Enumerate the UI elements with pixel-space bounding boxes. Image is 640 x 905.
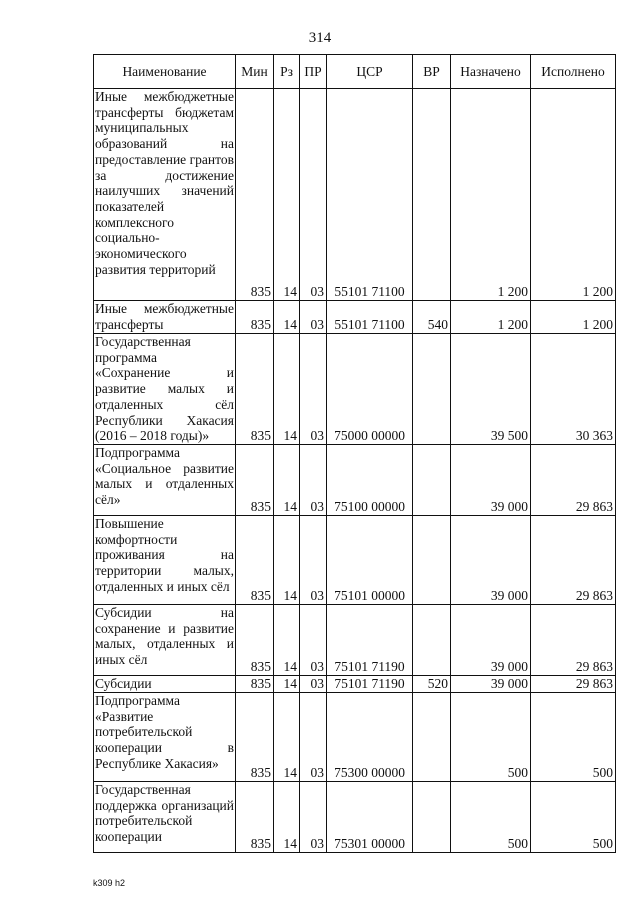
header-executed: Исполнено xyxy=(531,55,616,89)
row-pr: 03 xyxy=(300,444,327,515)
row-min: 835 xyxy=(236,781,274,852)
row-pr: 03 xyxy=(300,301,327,334)
row-assigned: 39 000 xyxy=(451,604,531,675)
row-vr: 540 xyxy=(413,301,451,334)
row-rz: 14 xyxy=(274,444,300,515)
page-number: 314 xyxy=(308,30,332,46)
row-pr: 03 xyxy=(300,515,327,604)
row-rz: 14 xyxy=(274,781,300,852)
row-min: 835 xyxy=(236,301,274,334)
row-min: 835 xyxy=(236,89,274,301)
header-pr: ПР xyxy=(300,55,327,89)
row-vr: 520 xyxy=(413,675,451,692)
row-rz: 14 xyxy=(274,89,300,301)
row-csr: 75000 00000 xyxy=(327,334,413,445)
row-min: 835 xyxy=(236,515,274,604)
header-vr: ВР xyxy=(413,55,451,89)
row-min: 835 xyxy=(236,444,274,515)
row-executed: 29 863 xyxy=(531,444,616,515)
row-csr: 55101 71100 xyxy=(327,89,413,301)
row-assigned: 1 200 xyxy=(451,301,531,334)
row-name: Повышение комфортности проживания на территории малых, отдаленных и иных сёл xyxy=(94,515,236,604)
table-row xyxy=(94,334,616,445)
row-assigned: 39 000 xyxy=(451,515,531,604)
table-row xyxy=(94,604,616,675)
row-executed: 29 863 xyxy=(531,604,616,675)
row-executed: 30 363 xyxy=(531,334,616,445)
row-executed: 500 xyxy=(531,692,616,781)
row-csr: 75301 00000 xyxy=(327,781,413,852)
table-row xyxy=(94,692,616,781)
row-min: 835 xyxy=(236,692,274,781)
table-row xyxy=(94,89,616,301)
row-vr xyxy=(413,515,451,604)
row-pr: 03 xyxy=(300,604,327,675)
row-pr: 03 xyxy=(300,89,327,301)
row-assigned: 39 500 xyxy=(451,334,531,445)
table-row xyxy=(94,301,616,334)
row-executed: 500 xyxy=(531,781,616,852)
row-executed: 29 863 xyxy=(531,675,616,692)
row-executed: 1 200 xyxy=(531,89,616,301)
budget-table xyxy=(93,54,616,853)
row-rz: 14 xyxy=(274,301,300,334)
row-rz: 14 xyxy=(274,515,300,604)
row-rz: 14 xyxy=(274,604,300,675)
table-row xyxy=(94,781,616,852)
row-min: 835 xyxy=(236,604,274,675)
footer-code: k309 h2 xyxy=(93,878,126,888)
row-name: Государственная поддержка организаций потребительской кооперации xyxy=(94,781,236,852)
row-csr: 75101 00000 xyxy=(327,515,413,604)
row-vr xyxy=(413,444,451,515)
table-row xyxy=(94,515,616,604)
row-executed: 1 200 xyxy=(531,301,616,334)
row-pr: 03 xyxy=(300,781,327,852)
header-csr: ЦСР xyxy=(327,55,413,89)
row-vr xyxy=(413,334,451,445)
row-name: Государственная программа «Сохранение и развитие малых и отдаленных сёл Республики Хакасия (2016 – 2018 годы)» xyxy=(95,334,234,444)
row-vr xyxy=(413,604,451,675)
row-csr: 75101 71190 xyxy=(327,675,413,692)
row-vr xyxy=(413,89,451,301)
row-min: 835 xyxy=(236,675,274,692)
row-name: Подпрограмма «Развитие потребительской кооперации в Республике Хакасия» xyxy=(94,692,236,781)
row-executed: 29 863 xyxy=(531,515,616,604)
row-min: 835 xyxy=(236,334,274,445)
header-assigned: Назначено xyxy=(451,55,531,89)
row-csr: 55101 71100 xyxy=(327,301,413,334)
header-min: Мин xyxy=(236,55,274,89)
row-assigned: 39 000 xyxy=(451,444,531,515)
row-assigned: 1 200 xyxy=(451,89,531,301)
row-pr: 03 xyxy=(300,692,327,781)
row-name: Подпрограмма «Социальное развитие малых и отдаленных сёл» xyxy=(94,444,236,515)
table-row xyxy=(94,675,616,692)
table-header-row xyxy=(94,55,616,89)
row-rz: 14 xyxy=(274,334,300,445)
row-assigned: 39 000 xyxy=(451,675,531,692)
row-csr: 75300 00000 xyxy=(327,692,413,781)
row-name: Субсидии xyxy=(94,675,236,692)
row-csr: 75101 71190 xyxy=(327,604,413,675)
row-pr: 03 xyxy=(300,334,327,445)
row-rz: 14 xyxy=(274,692,300,781)
row-csr: 75100 00000 xyxy=(327,444,413,515)
row-assigned: 500 xyxy=(451,781,531,852)
row-name: Субсидии на сохранение и развитие малых, отдаленных и иных сёл xyxy=(94,604,236,675)
row-name: Иные межбюджетные трансферты xyxy=(95,301,234,332)
row-pr: 03 xyxy=(300,675,327,692)
header-rz: Рз xyxy=(274,55,300,89)
row-vr xyxy=(413,692,451,781)
row-vr xyxy=(413,781,451,852)
row-rz: 14 xyxy=(274,675,300,692)
header-name: Наименование xyxy=(94,55,236,89)
row-name: Иные межбюджетные трансферты бюджетам муниципальных образований на предоставление грантов за достижение наилучших значений показателей комплексного социально-экономического развития территорий xyxy=(94,89,236,301)
table-row xyxy=(94,444,616,515)
row-assigned: 500 xyxy=(451,692,531,781)
